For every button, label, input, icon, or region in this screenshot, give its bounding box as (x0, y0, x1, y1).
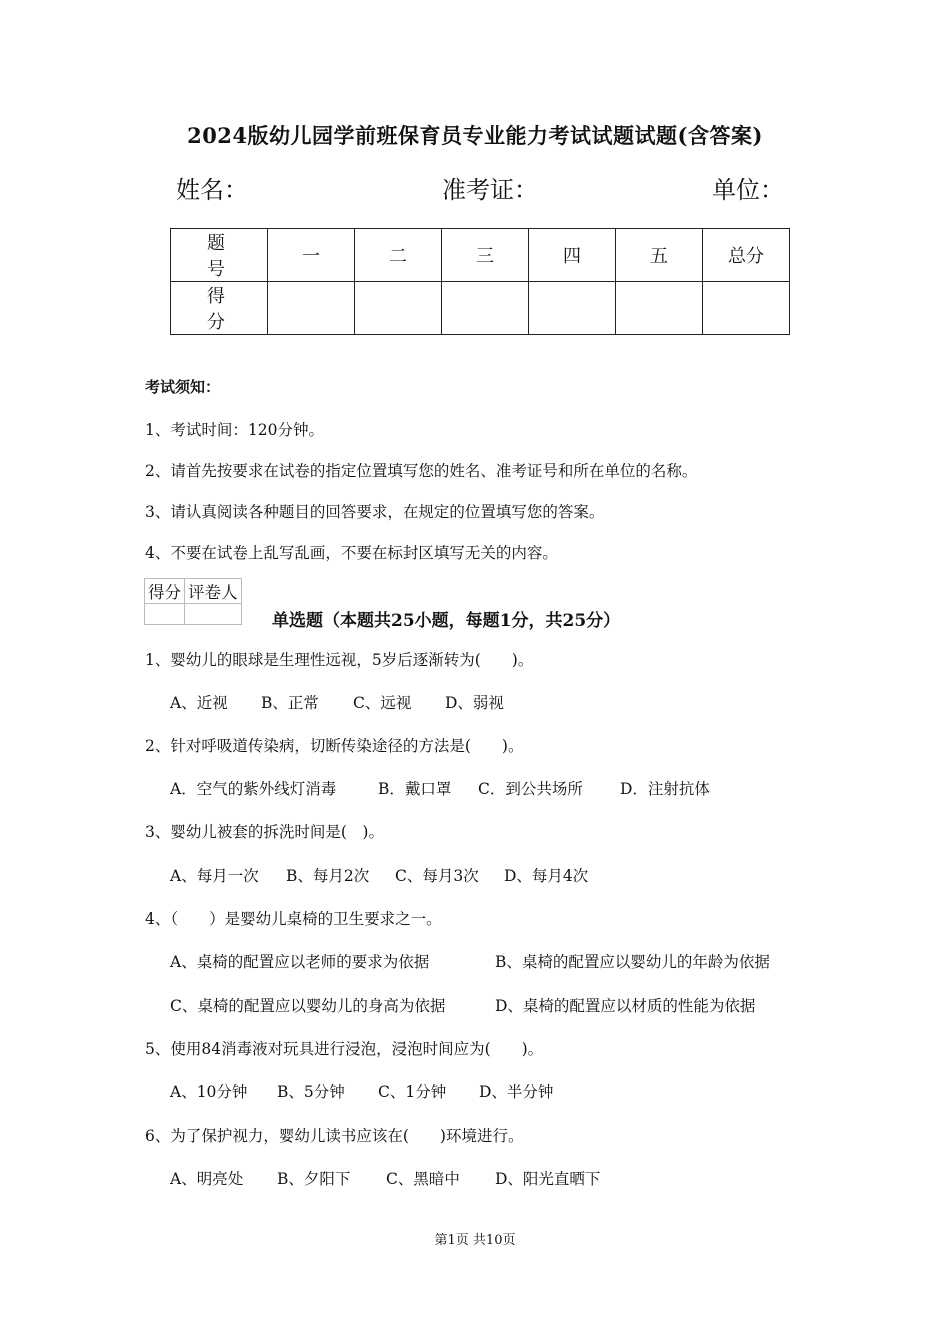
section-title: 单选题（本题共25小题，每题1分，共25分） (272, 611, 621, 631)
score-table (170, 228, 790, 335)
q3-option-b: B、每月2次 (286, 867, 370, 885)
score-header-total: 总分 (703, 229, 790, 282)
question-5: 5、使用84消毒液对玩具进行浸泡，浸泡时间应为( )。 (145, 1040, 544, 1058)
score-row-label: 得 分 (171, 282, 268, 335)
grader-score-cell (145, 604, 185, 625)
score-header-5: 五 (616, 229, 703, 282)
q6-option-c: C、黑暗中 (386, 1170, 460, 1188)
score-header-3: 三 (442, 229, 529, 282)
q3-option-a: A、每月一次 (170, 867, 259, 885)
q4-option-b: B、桌椅的配置应以婴幼儿的年龄为依据 (495, 953, 770, 971)
notice-item: 1、考试时间：120分钟。 (145, 421, 324, 439)
score-header-2: 二 (355, 229, 442, 282)
question-3: 3、婴幼儿被套的拆洗时间是( )。 (145, 823, 384, 841)
q4-option-a: A、桌椅的配置应以老师的要求为依据 (170, 953, 430, 971)
grader-reviewer-cell (185, 604, 242, 625)
unit-label: 单位： (712, 176, 784, 204)
question-6: 6、为了保护视力，婴幼儿读书应该在( )环境进行。 (145, 1127, 524, 1145)
candidate-info (176, 170, 784, 204)
question-4: 4、（ ）是婴幼儿桌椅的卫生要求之一。 (145, 910, 442, 928)
question-2: 2、针对呼吸道传染病，切断传染途径的方法是( )。 (145, 737, 524, 755)
score-cell-5 (616, 282, 703, 335)
page-footer: 第1页 共10页 (434, 1233, 516, 1248)
q1-option-d: D、弱视 (445, 694, 504, 712)
question-1: 1、婴幼儿的眼球是生理性远视，5岁后逐渐转为( )。 (145, 651, 534, 669)
q4-option-d: D、桌椅的配置应以材质的性能为依据 (495, 997, 756, 1015)
score-table-header-row (171, 229, 790, 282)
q4-option-c: C、桌椅的配置应以婴幼儿的身高为依据 (170, 997, 446, 1015)
score-cell-2 (355, 282, 442, 335)
score-cell-total (703, 282, 790, 335)
q2-option-a: A．空气的紫外线灯消毒 (170, 780, 337, 798)
score-cell-3 (442, 282, 529, 335)
score-table-score-row (171, 282, 790, 335)
notice-title: 考试须知： (145, 378, 221, 396)
notice-item: 2、请首先按要求在试卷的指定位置填写您的姓名、准考证号和所在单位的名称。 (145, 462, 698, 480)
q3-option-c: C、每月3次 (395, 867, 479, 885)
score-header-label: 题 号 (171, 229, 268, 282)
q5-option-c: C、1分钟 (378, 1083, 447, 1101)
q1-option-c: C、远视 (353, 694, 412, 712)
q1-option-b: B、正常 (261, 694, 319, 712)
q5-option-b: B、5分钟 (277, 1083, 345, 1101)
score-header-1: 一 (268, 229, 355, 282)
q6-option-a: A、明亮处 (170, 1170, 244, 1188)
score-cell-1 (268, 282, 355, 335)
grader-score-label: 得分 (145, 579, 185, 604)
q5-option-d: D、半分钟 (479, 1083, 554, 1101)
q2-option-d: D．注射抗体 (620, 780, 710, 798)
q2-option-c: C．到公共场所 (478, 780, 583, 798)
q5-option-a: A、10分钟 (170, 1083, 248, 1101)
q2-option-b: B．戴口罩 (378, 780, 452, 798)
q3-option-d: D、每月4次 (504, 867, 589, 885)
grader-reviewer-label: 评卷人 (185, 579, 242, 604)
q1-option-a: A、近视 (170, 694, 228, 712)
score-header-4: 四 (529, 229, 616, 282)
exam-id-label: 准考证： (442, 176, 538, 204)
notice-item: 4、不要在试卷上乱写乱画，不要在标封区填写无关的内容。 (145, 544, 558, 562)
q6-option-d: D、阳光直晒下 (495, 1170, 601, 1188)
grader-box (144, 578, 242, 625)
notice-item: 3、请认真阅读各种题目的回答要求，在规定的位置填写您的答案。 (145, 503, 605, 521)
score-cell-4 (529, 282, 616, 335)
page-title: 2024版幼儿园学前班保育员专业能力考试试题试题(含答案) (187, 123, 763, 148)
name-label: 姓名： (176, 176, 248, 204)
q6-option-b: B、夕阳下 (277, 1170, 351, 1188)
